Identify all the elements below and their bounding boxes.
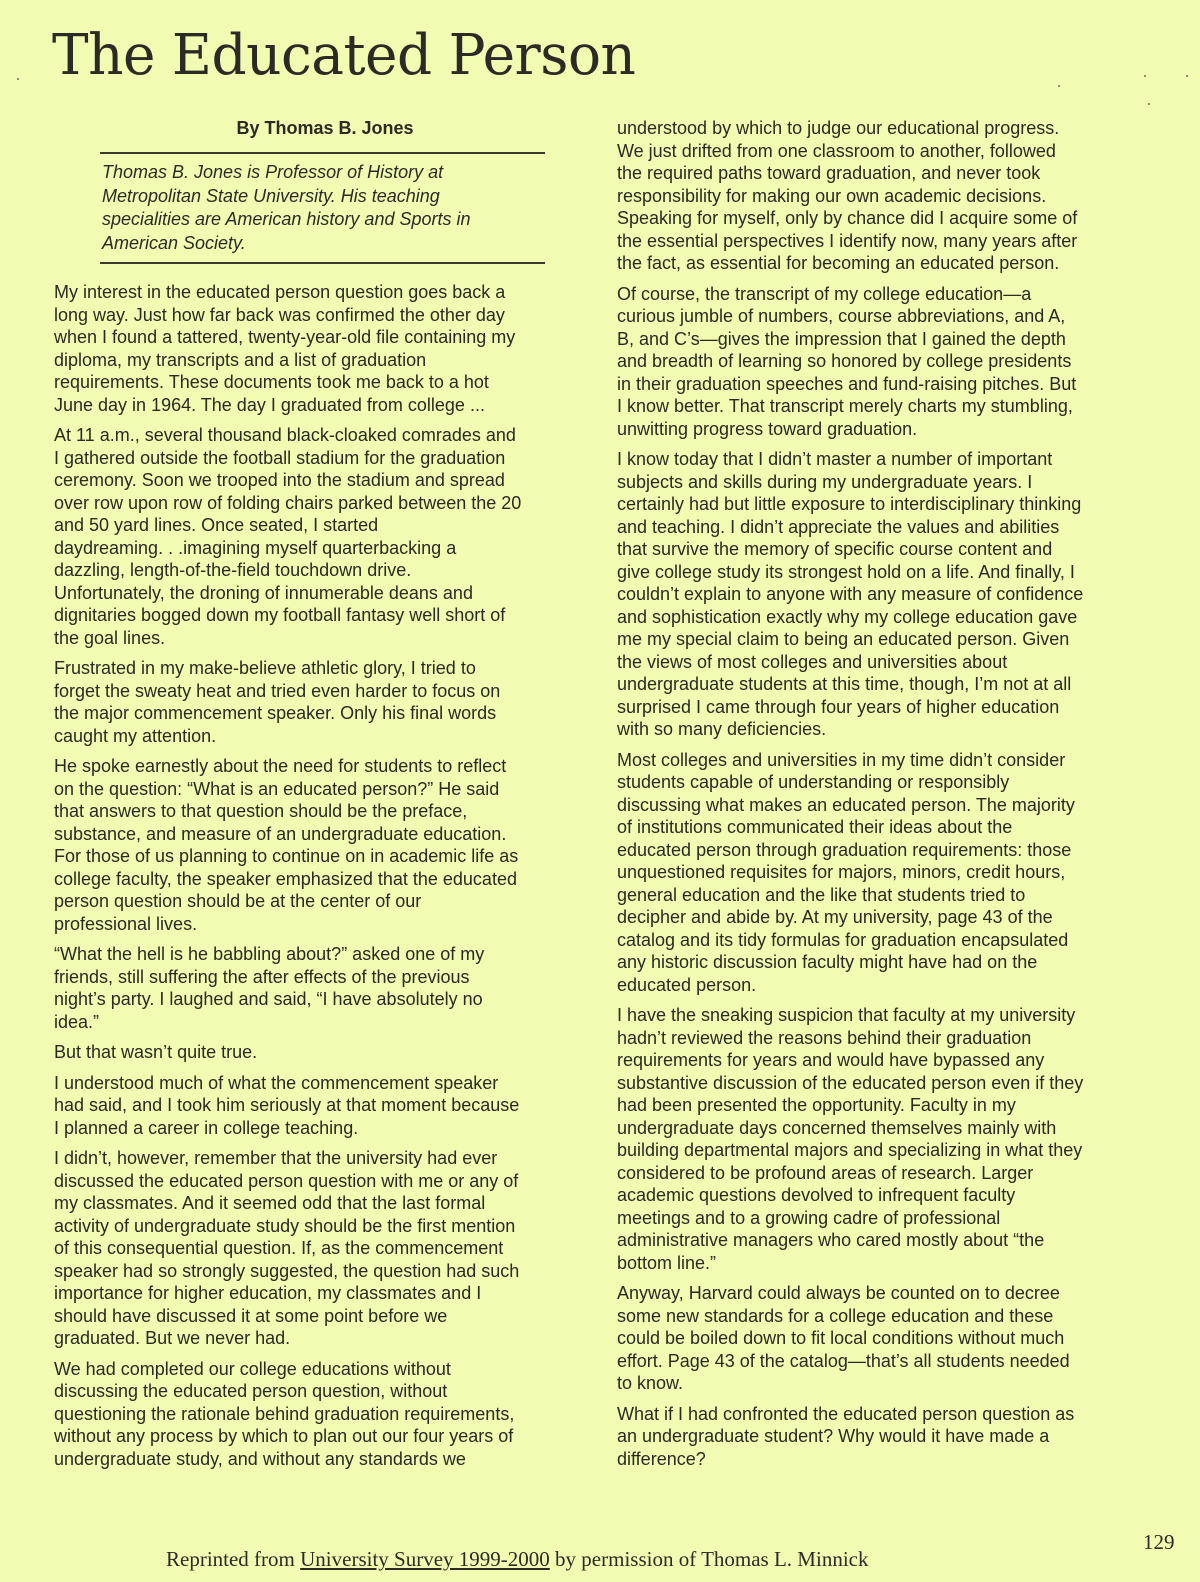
text-line: catalog and its tidy formulas for graduation encapsulated [617, 929, 1069, 950]
text-line: and sophistication exactly why my college education gave [617, 606, 1078, 627]
text-line: in their graduation speeches and fund-raising pitches. But [617, 373, 1077, 394]
bio-line: specialities are American history and Sports in [102, 209, 471, 229]
text-line: But that wasn’t quite true. [54, 1042, 258, 1062]
text-line: an undergraduate student? Why would it have made a [617, 1426, 1050, 1446]
text-line: I gathered outside the football stadium for the graduation [54, 447, 506, 468]
text-line: administrative managers who cared mostly about “the [617, 1230, 1045, 1250]
text-line: and 50 yard lines. Once seated, I started [54, 515, 379, 535]
text-line: professional lives. [54, 913, 198, 934]
text-line: long way. Just how far back was confirmed the other day [54, 304, 505, 325]
text-line: general education and the like that students tried to [617, 884, 1026, 905]
paragraph [617, 117, 1177, 275]
credit-source: University Survey 1999-2000 [300, 1547, 550, 1571]
text-line: discussed the educated person question with me or any of [54, 1170, 519, 1191]
text-line: building departmental majors and specializing in what they [617, 1140, 1083, 1160]
text-line: any historic discussion faculty might have had on the [617, 952, 1038, 972]
text-line: decipher and abide by. At my university, page 43 of the [617, 907, 1053, 927]
text-line: considered to be profound areas of research. Larger [617, 1162, 1034, 1183]
right-column [617, 117, 1177, 1478]
text-line: the fact, as essential for becoming an educated person. [617, 253, 1060, 273]
paragraph [617, 283, 1177, 441]
text-line: educated person. [617, 974, 757, 995]
text-line: undergraduate study, and without any standards we [54, 1448, 466, 1469]
text-line: when I found a tattered, twenty-year-old file containing my [54, 327, 516, 347]
text-line: some new standards for a college education and these [617, 1305, 1054, 1326]
text-line: the major commencement speaker. Only his final words [54, 703, 497, 723]
paragraph [54, 755, 599, 935]
paragraph [617, 448, 1177, 741]
text-line: couldn’t explain to anyone with any measure of confidence [617, 584, 1084, 604]
text-line: substance, and measure of an undergraduate education. [54, 823, 507, 844]
text-line: the required paths toward graduation, and never took [617, 163, 1041, 183]
text-line: For those of us planning to continue on in academic life as [54, 846, 519, 866]
text-line: should have discussed it at some point before we [54, 1305, 448, 1326]
paragraph [54, 657, 599, 747]
text-line: difference? [617, 1448, 706, 1469]
scan-speck [1148, 103, 1150, 105]
text-line: diploma, my transcripts and a list of graduation [54, 349, 427, 370]
text-line: daydreaming. . .imagining myself quarterbacking a [54, 537, 457, 558]
credit-prefix: Reprinted from [166, 1547, 301, 1571]
text-line: We just drifted from one classroom to another, followed [617, 140, 1056, 161]
text-line: Unfortunately, the droning of innumerable deans and [54, 582, 473, 603]
paragraph [617, 749, 1177, 997]
text-line: the views of most colleges and universities about [617, 651, 1008, 672]
text-line: At 11 a.m., several thousand black-cloaked comrades and [54, 425, 516, 445]
text-line: educated person through graduation requirements: those [617, 839, 1072, 860]
text-line: I understood much of what the commencement speaker [54, 1072, 499, 1093]
text-line: activity of undergraduate study should be the first mention [54, 1215, 516, 1236]
text-line: Frustrated in my make-believe athletic glory, I tried to [54, 658, 476, 678]
text-line: discussing what makes an educated person. The majority [617, 794, 1075, 815]
text-line: “What the hell is he babbling about?” asked one of my [54, 944, 485, 964]
text-line: unquestioned requisites for majors, minors, credit hours, [617, 862, 1066, 882]
text-line: graduated. But we never had. [54, 1328, 291, 1348]
text-line: academic questions devolved to infrequent faculty [617, 1185, 1016, 1205]
bio-line: Thomas B. Jones is Professor of History at [102, 162, 444, 182]
text-line: I planned a career in college teaching. [54, 1117, 359, 1138]
text-line: over row upon row of folding chairs parked between the 20 [54, 492, 522, 513]
text-line: could be boiled down to fit local conditions without much [617, 1328, 1065, 1348]
byline: By Thomas B. Jones [236, 118, 414, 138]
text-line: speaker had so strongly suggested, the question had such [54, 1260, 520, 1281]
text-line: understood by which to judge our educational progress. [617, 118, 1060, 138]
left-column [54, 281, 599, 1478]
credit-suffix: by permission of Thomas L. Minnick [549, 1547, 869, 1571]
text-line: unwitting progress toward graduation. [617, 418, 918, 439]
paragraph [54, 1147, 599, 1350]
text-line: give college study its strongest hold on a life. And finally, I [617, 561, 1075, 582]
page-number: 129 [1143, 1530, 1175, 1554]
text-line: to know. [617, 1373, 684, 1393]
text-line: meetings and to a growing cadre of professional [617, 1207, 1001, 1228]
text-line: June day in 1964. The day I graduated from college ... [54, 394, 485, 415]
text-line: effort. Page 43 of the catalog—that’s all students needed [617, 1350, 1070, 1371]
text-line: night’s party. I laughed and said, “I have absolutely no [54, 989, 483, 1009]
paragraph [54, 424, 599, 649]
text-line: requirements. These documents took me back to a hot [54, 372, 489, 392]
text-line: requirements for years and would have bypassed any [617, 1050, 1045, 1070]
text-line: He spoke earnestly about the need for students to reflect [54, 756, 507, 776]
text-line: surprised I came through four years of higher education [617, 696, 1060, 717]
scan-speck [17, 78, 19, 80]
scan-speck [1144, 75, 1146, 77]
text-line: me my special claim to being an educated person. Given [617, 629, 1070, 649]
text-line: subjects and skills during my undergraduate years. I [617, 471, 1033, 492]
text-line: dignitaries bogged down my football fantasy well short of [54, 605, 506, 625]
text-line: the essential perspectives I identify now, many years after [617, 230, 1078, 251]
text-line: What if I had confronted the educated person question as [617, 1403, 1075, 1424]
text-line: of institutions communicated their ideas about the [617, 817, 1013, 837]
text-line: undergraduate students at this time, though, I’m not at all [617, 674, 1072, 694]
text-line: ceremony. Soon we trooped into the stadium and spread [54, 470, 505, 490]
text-line: friends, still suffering the after effects of the previous [54, 966, 470, 987]
text-line: B, and C’s—gives the impression that I gained the depth [617, 328, 1066, 349]
text-line: had been presented the opportunity. Faculty in my [617, 1095, 1016, 1115]
text-line: Speaking for myself, only by chance did I acquire some of [617, 208, 1078, 228]
text-line: importance for higher education, my classmates and I [54, 1283, 482, 1303]
paragraph [54, 281, 599, 416]
paragraph [617, 1282, 1177, 1395]
paragraph [54, 943, 599, 1033]
text-line: discussing the educated person question, without [54, 1381, 448, 1401]
paragraph [617, 1004, 1177, 1274]
paragraph [54, 1072, 599, 1140]
paragraph [54, 1358, 599, 1471]
text-line: with so many deficiencies. [617, 719, 827, 739]
text-line: hadn’t reviewed the reasons behind their graduation [617, 1027, 1032, 1048]
text-line: questioning the rationale behind graduation requirements, [54, 1403, 515, 1424]
text-line: and breadth of learning so honored by college presidents [617, 351, 1072, 371]
text-line: person question should be at the center of our [54, 891, 422, 911]
paragraph [617, 1403, 1177, 1471]
text-line: caught my attention. [54, 725, 217, 746]
author-bio [102, 161, 552, 255]
text-line: idea.” [54, 1011, 100, 1032]
text-line: forget the sweaty heat and tried even harder to focus on [54, 680, 501, 701]
reprint-credit [166, 1547, 868, 1572]
text-line: substantive discussion of the educated person even if they [617, 1072, 1084, 1093]
text-line: Most colleges and universities in my time didn’t consider [617, 749, 1066, 770]
text-line: dazzling, length-of-the-field touchdown drive. [54, 560, 412, 580]
bio-line: American Society. [102, 232, 246, 253]
text-line: I have the sneaking suspicion that faculty at my university [617, 1005, 1076, 1025]
scan-speck [1058, 85, 1060, 87]
text-line: curious jumble of numbers, course abbreviations, and A, [617, 306, 1066, 326]
text-line: My interest in the educated person question goes back a [54, 282, 506, 302]
article-title: The Educated Person [52, 23, 636, 88]
text-line: I know better. That transcript merely charts my stumbling, [617, 396, 1073, 416]
text-line: bottom line.” [617, 1252, 717, 1273]
text-line: certainly had but little exposure to interdisciplinary thinking [617, 494, 1082, 514]
text-line: of this consequential question. If, as the commencement [54, 1238, 504, 1258]
bio-bottom-rule [100, 262, 545, 264]
bio-top-rule [100, 152, 545, 154]
text-line: that answers to that question should be the preface, [54, 801, 468, 821]
text-line: We had completed our college educations without [54, 1358, 451, 1379]
text-line: that survive the memory of specific course content and [617, 539, 1053, 559]
text-line: college faculty, the speaker emphasized that the educated [54, 868, 517, 889]
text-line: Anyway, Harvard could always be counted on to decree [617, 1283, 1060, 1303]
text-line: I didn’t, however, remember that the university had ever [54, 1148, 498, 1168]
text-line: the goal lines. [54, 627, 166, 648]
text-line: on the question: “What is an educated person?” He said [54, 778, 500, 799]
text-line: without any process by which to plan out our four years of [54, 1426, 514, 1446]
bio-line: Metropolitan State University. His teaching [102, 185, 440, 206]
scan-speck [1186, 75, 1188, 77]
text-line: responsibility for making our own academic decisions. [617, 185, 1047, 206]
text-line: and teaching. I didn’t appreciate the values and abilities [617, 516, 1060, 537]
text-line: had said, and I took him seriously at that moment because [54, 1095, 520, 1115]
text-line: students capable of understanding or responsibly [617, 772, 1010, 792]
text-line: undergraduate days concerned themselves mainly with [617, 1117, 1057, 1138]
text-line: my classmates. And it seemed odd that the last formal [54, 1193, 486, 1213]
text-line: Of course, the transcript of my college education—a [617, 283, 1032, 304]
text-line: I know today that I didn’t master a number of important [617, 449, 1053, 469]
paragraph [54, 1041, 599, 1064]
